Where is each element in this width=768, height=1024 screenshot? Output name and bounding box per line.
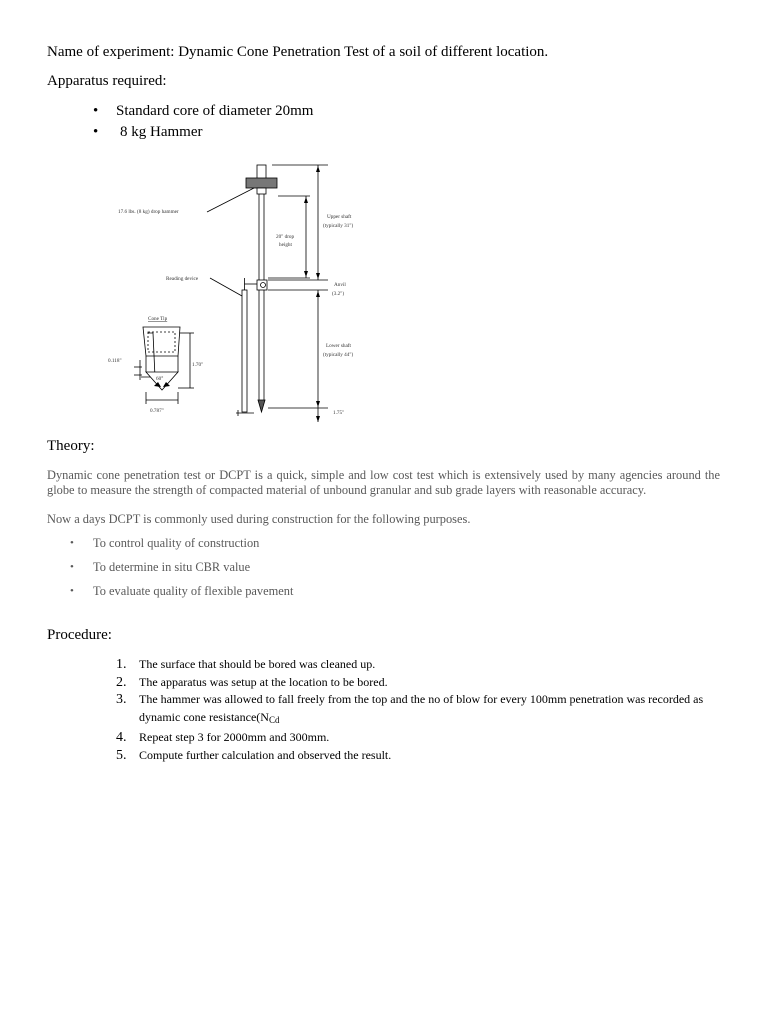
list-item: • To determine in situ CBR value	[70, 559, 293, 583]
dcp-apparatus-diagram	[108, 160, 370, 426]
dim-175-label: 1.75"	[333, 410, 345, 416]
procedure-steps	[116, 656, 706, 764]
step-number: 3.	[116, 692, 127, 707]
theory-paragraph-2: Now a days DCPT is commonly used during construction for the following purposes.	[47, 512, 471, 526]
procedure-step	[116, 674, 706, 692]
anvil-label-2: (3.2")	[332, 291, 345, 297]
procedure-step	[116, 729, 706, 747]
step-number: 4.	[116, 730, 127, 745]
drop-height-label-2: height	[279, 242, 292, 248]
upper-shaft-label-2: (typically 31")	[323, 223, 354, 229]
drop-height-label: 20" drop	[276, 234, 295, 240]
lower-shaft-label: Lower shaft	[326, 343, 351, 349]
step-text: The surface that should be bored was cleaned up.	[139, 657, 376, 671]
apparatus-list	[93, 102, 313, 144]
step-text: Compute further calculation and observed the result.	[139, 747, 392, 762]
dim-0787-label: 0.787"	[150, 408, 164, 414]
step-number: 1.	[116, 657, 127, 672]
step-text: The hammer was allowed to fall freely from the top and the no of blow for every 100mm penetration was recorded as dynamic cone resistance(N	[139, 692, 704, 724]
procedure-heading: Procedure:	[47, 627, 112, 643]
theory-paragraph: Dynamic cone penetration test or DCPT is a quick, simple and low cost test which is extensively used by many agencies around the globe to measure the strength of compacted material of unbound granular and sub grade layers with reasonable accuracy.	[47, 468, 720, 497]
procedure-step	[116, 747, 706, 765]
step-text: Repeat step 3 for 2000mm and 300mm.	[139, 730, 330, 744]
step-number: 2.	[116, 674, 127, 690]
reading-device-label: Reading device	[166, 276, 199, 282]
anvil-label: Anvil	[334, 282, 346, 288]
apparatus-heading: Apparatus required:	[47, 73, 167, 89]
procedure-step	[116, 656, 706, 674]
experiment-title: Name of experiment: Dynamic Cone Penetration Test of a soil of different location.	[47, 44, 549, 60]
dim-0118-label: 0.118"	[108, 358, 122, 364]
lower-shaft-label-2: (typically 44")	[323, 352, 354, 358]
apparatus-item: • Standard core of diameter 20mm	[93, 102, 313, 123]
apparatus-item: • 8 kg Hammer	[93, 123, 313, 144]
theory-heading: Theory:	[47, 438, 95, 454]
drop-hammer-label: 17.6 lbs. (8 kg) drop hammer	[118, 209, 179, 215]
list-item: • To evaluate quality of flexible pavement	[70, 583, 293, 607]
step-number: 5.	[116, 747, 127, 763]
step-subscript: Cd	[268, 714, 280, 725]
purposes-list	[70, 535, 293, 607]
procedure-step	[116, 691, 706, 729]
cone-tip-label: Cone Tip	[148, 316, 168, 322]
upper-shaft-label: Upper shaft	[327, 214, 352, 220]
dim-170-label: 1.70"	[192, 362, 204, 368]
step-text: The apparatus was setup at the location to be bored.	[139, 674, 388, 689]
angle-label: 60°	[156, 376, 164, 382]
list-item: • To control quality of construction	[70, 535, 293, 559]
